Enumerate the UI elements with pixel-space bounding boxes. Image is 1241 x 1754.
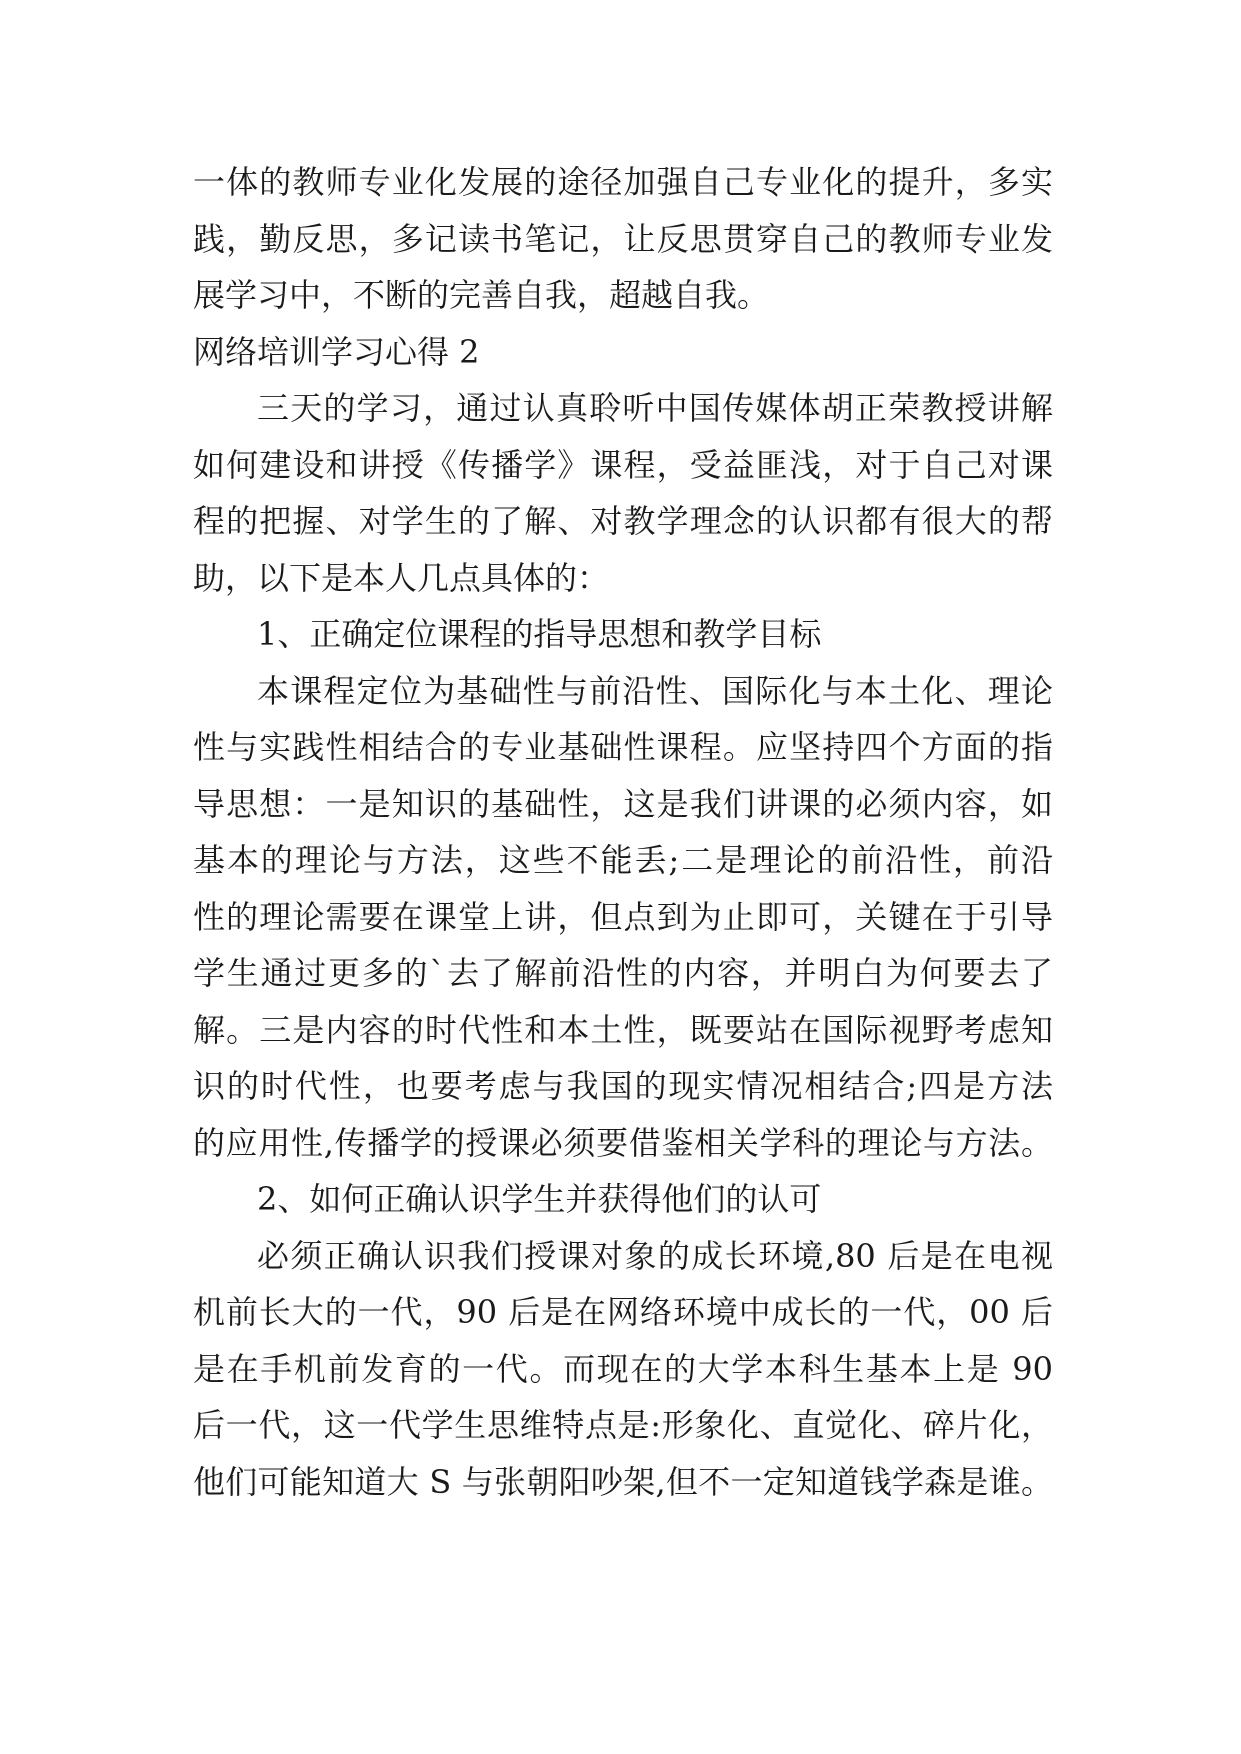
text-line: 1、正确定位课程的指导思想和教学目标 (257, 615, 822, 653)
text-line: 后一代，这一代学生思维特点是:形象化、直觉化、碎片化， (193, 1406, 1053, 1444)
text-line: 程的把握、对学生的了解、对教学理念的认识都有很大的帮 (193, 502, 1053, 540)
text-line: 解。三是内容的时代性和本土性，既要站在国际视野考虑知 (193, 1011, 1053, 1049)
text-line: 性的理论需要在课堂上讲，但点到为止即可，关键在于引导 (193, 898, 1053, 936)
text-line: 是在手机前发育的一代。而现在的大学本科生基本上是 90 (193, 1350, 1053, 1388)
text-line: 他们可能知道大 S 与张朝阳吵架,但不一定知道钱学森是谁。 (193, 1463, 1053, 1501)
text-line: 必须正确认识我们授课对象的成长环境,80 后是在电视 (257, 1237, 1053, 1275)
text-line: 性与实践性相结合的专业基础性课程。应坚持四个方面的指 (193, 728, 1053, 766)
text-line: 践，勤反思，多记读书笔记，让反思贯穿自己的教师专业发 (193, 220, 1053, 258)
text-line: 助，以下是本人几点具体的： (193, 559, 610, 597)
text-line: 的应用性,传播学的授课必须要借鉴相关学科的理论与方法。 (193, 1124, 1053, 1162)
text-line: 展学习中，不断的完善自我，超越自我。 (193, 276, 770, 314)
text-line: 一体的教师专业化发展的途径加强自己专业化的提升，多实 (193, 163, 1053, 201)
text-line: 基本的理论与方法，这些不能丢;二是理论的前沿性，前沿 (193, 841, 1053, 879)
text-line: 如何建设和讲授《传播学》课程，受益匪浅，对于自己对课 (193, 446, 1053, 484)
text-line: 识的时代性，也要考虑与我国的现实情况相结合;四是方法 (193, 1067, 1053, 1105)
text-line: 导思想：一是知识的基础性，这是我们讲课的必须内容，如 (193, 785, 1053, 823)
text-line: 网络培训学习心得 2 (193, 333, 480, 371)
text-line: 学生通过更多的`去了解前沿性的内容，并明白为何要去了 (193, 954, 1053, 992)
text-line: 三天的学习，通过认真聆听中国传媒体胡正荣教授讲解 (257, 389, 1053, 427)
text-line: 机前长大的一代，90 后是在网络环境中成长的一代，00 后 (193, 1293, 1053, 1331)
text-line: 本课程定位为基础性与前沿性、国际化与本土化、理论 (257, 672, 1053, 710)
text-line: 2、如何正确认识学生并获得他们的认可 (257, 1180, 822, 1218)
